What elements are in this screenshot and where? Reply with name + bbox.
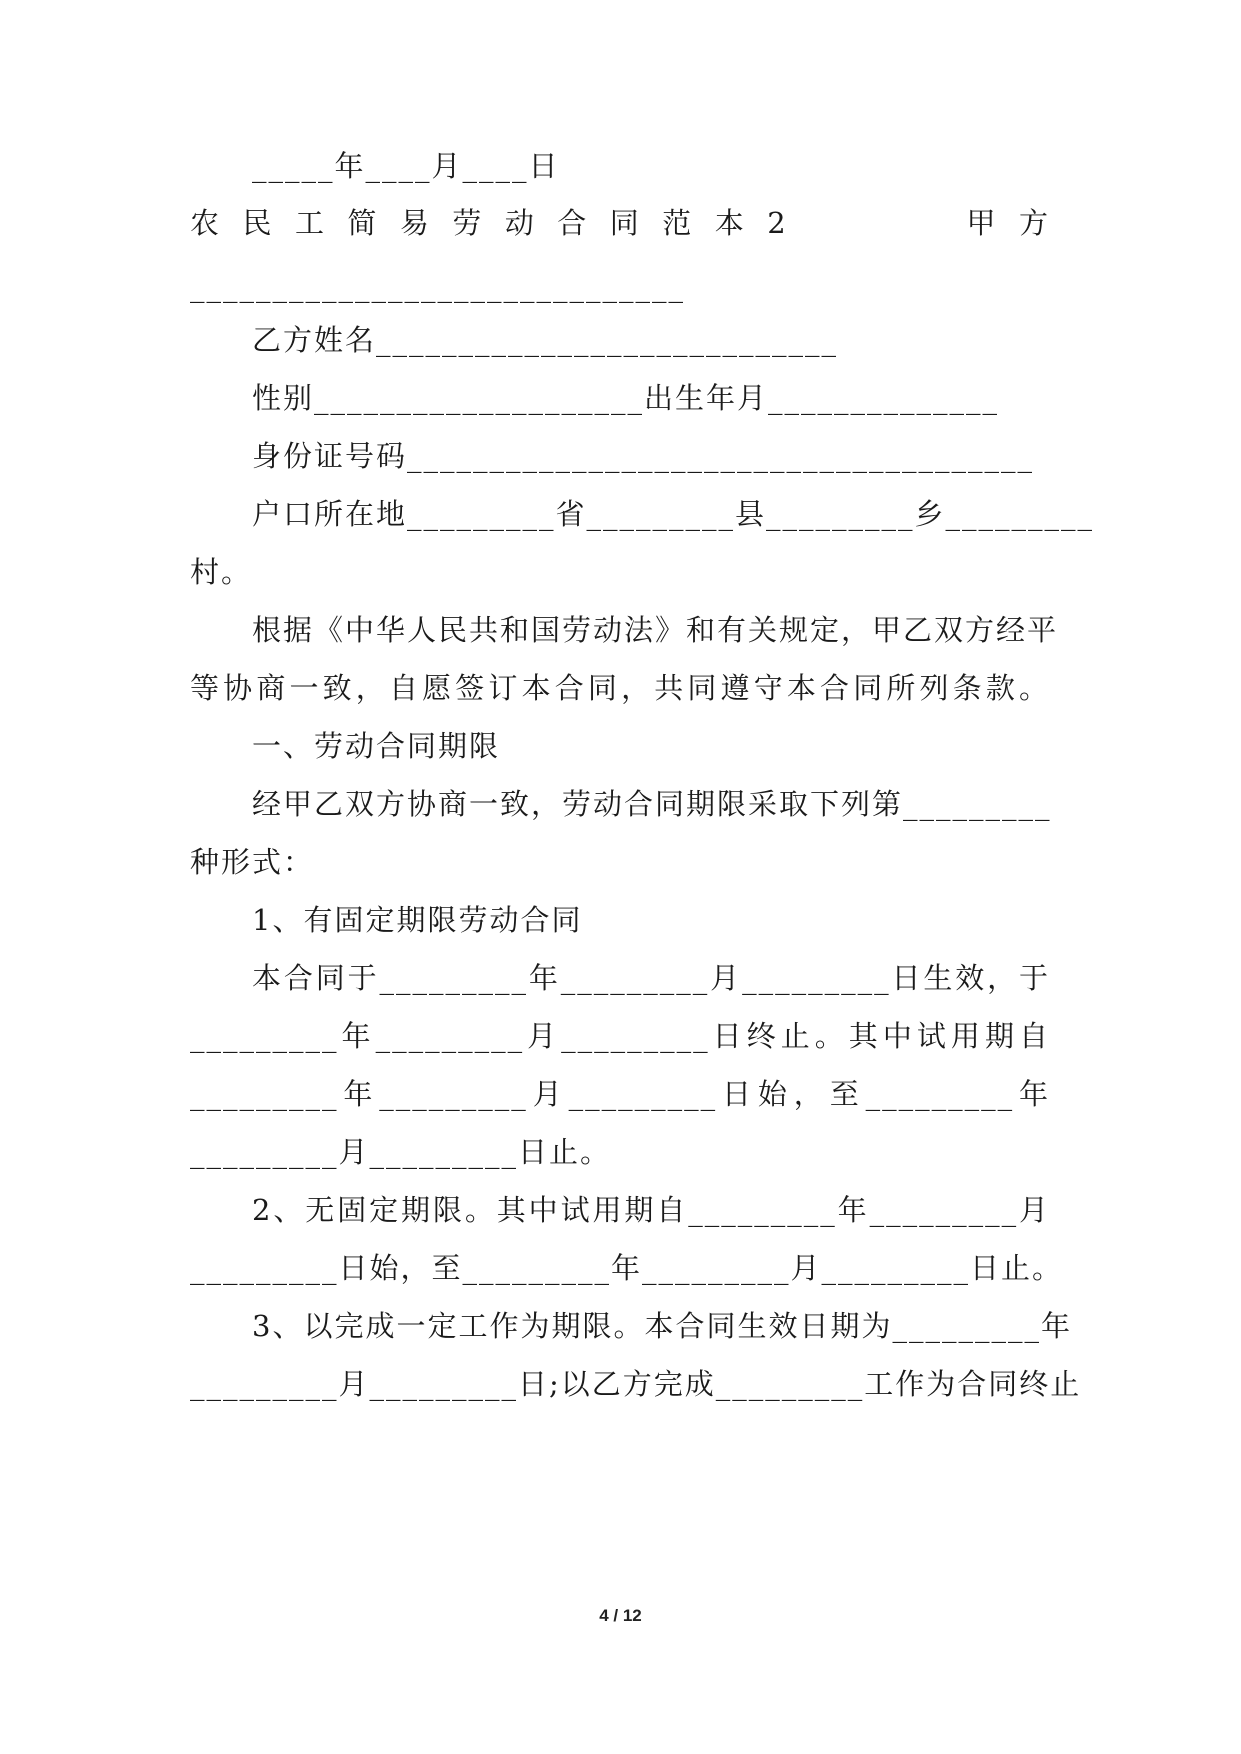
term-form-line: 经甲乙双方协商一致，劳动合同期限采取下列第_________ [252, 787, 1052, 821]
household-line-cont: 村。 [190, 555, 253, 589]
fixed-term-line-3: _________年_________月_________日始，至_________年 [190, 1077, 1050, 1111]
fixed-term-line-2: _________年_________月_________日终止。其中试用期自 [190, 1019, 1050, 1053]
open-term-line-2: _________日始，至_________年_________月_________日止。 [190, 1251, 1064, 1285]
gender-birth-line: 性别____________________出生年月______________ [252, 381, 1000, 415]
contract-title-line: 农民工简易劳动合同范本2 甲方 [190, 206, 1050, 240]
page-number: 4 / 12 [599, 1606, 642, 1625]
preamble-line-2: 等协商一致，自愿签订本合同，共同遵守本合同所列条款。 [190, 671, 1050, 705]
fixed-term-heading: 1、有固定期限劳动合同 [252, 903, 583, 937]
id-number-line: 身份证号码______________________________________ [252, 439, 1035, 473]
fixed-term-line-1: 本合同于_________年_________月_________日生效，于 [252, 961, 1050, 995]
open-term-line-1: 2、无固定期限。其中试用期自_________年_________月 [252, 1193, 1050, 1227]
term-form-line-cont: 种形式： [190, 845, 315, 879]
task-term-line-2: _________月_________日;以乙方完成_________工作为合同终止 [190, 1367, 1082, 1401]
party-a-blank: ______________________________ [190, 269, 685, 303]
household-line: 户口所在地_________省_________县_________乡_________ [252, 497, 1095, 531]
section-heading: 一、劳动合同期限 [252, 729, 501, 763]
task-term-line-1: 3、以完成一定工作为期限。本合同生效日期为_________年 [252, 1309, 1072, 1343]
date-line: _____年____月____日 [252, 149, 560, 183]
preamble-line-1: 根据《中华人民共和国劳动法》和有关规定，甲乙双方经平 [252, 613, 1059, 647]
party-b-name-line: 乙方姓名____________________________ [252, 323, 839, 357]
fixed-term-line-4: _________月_________日止。 [190, 1135, 612, 1169]
